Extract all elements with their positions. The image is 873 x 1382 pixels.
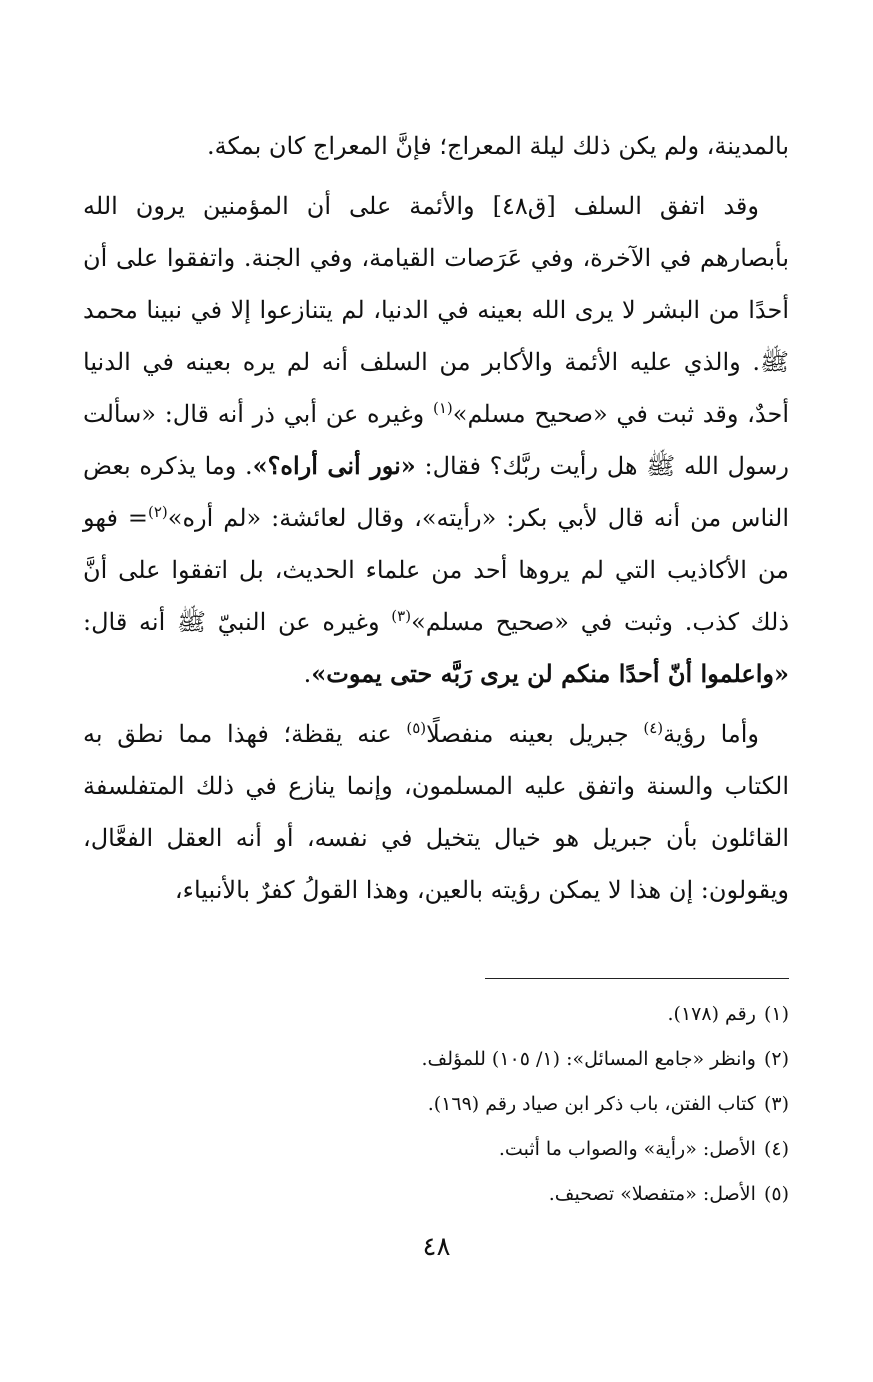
paragraph-3-text-2: جبريل بعينه منفصلًا [426,720,644,748]
footnote-text: وانظر «جامع المسائل»: (١/ ١٠٥) للمؤلف. [421,1048,756,1070]
paragraph-2 [83,180,789,700]
paragraph-2-text-3: . وما يذكره بعض الناس من أنه قال لأبي بكر: «رأيته»، وقال لعائشة: «لم أره» [83,452,789,532]
footnote-5 [83,1172,789,1217]
footnote-3 [83,1082,789,1127]
footnote-ref-3: (٣) [391,607,412,625]
footnote-number: (٥) [763,1183,789,1205]
footnote-number: (١) [763,1003,789,1025]
main-text [83,120,789,916]
hadith-quote-1: «نور أنى أراه؟» [252,451,416,480]
footnote-number: (٣) [763,1093,789,1115]
footnote-ref-4: (٤) [643,719,664,737]
footnote-number: (٤) [763,1138,789,1160]
footnote-ref-5: (٥) [406,719,427,737]
footnote-1 [83,992,789,1037]
footnote-divider [485,978,789,979]
footnote-ref-1: (١) [432,399,453,417]
footnotes [83,992,789,1217]
paragraph-3-text-3: عنه يقظة؛ فهذا مما نطق به الكتاب والسنة واتفق عليه المسلمون، وإنما ينازع في ذلك المتفلسفة القائلون بأن جبريل هو خيال يتخيل في نفسه، أو أنه العقل الفعَّال، ويقولون: إن هذا لا يمكن رؤيته بالعين، وهذا القولُ كفرٌ بالأنبياء، [83,720,790,904]
paragraph-2-text-1: وقد اتفق السلف [ق٤٨] والأئمة على أن المؤمنين يرون الله بأبصارهم في الآخرة، وفي عَرَصات القيامة، وفي الجنة. واتفقوا على أن أحدًا من البشر لا يرى الله بعينه في الدنيا، لم يتنازعوا إلا في نبينا محمد ﷺ. والذي عليه الأئمة والأكابر من السلف أنه لم يره بعينه في الدنيا أحدٌ، وقد ثبت في «صحيح مسلم» [83,192,790,428]
paragraph-1 [83,120,789,172]
page-number: ٤٨ [422,1232,451,1262]
paragraph-2-text-5: وغيره عن النبيّ ﷺ أنه قال: [83,608,392,636]
footnote-2 [83,1037,789,1082]
paragraph-2-text-4: = فهو من الأكاذيب التي لم يروها أحد من علماء الحديث، بل اتفقوا على أنَّ ذلك كذب. وثبت في «صحيح مسلم» [83,504,790,636]
footnote-text: رقم (١٧٨). [667,1003,756,1025]
footnote-4 [83,1127,789,1172]
footnote-number: (٢) [763,1048,789,1070]
paragraph-1-text: بالمدينة، ولم يكن ذلك ليلة المعراج؛ فإنَّ المعراج كان بمكة. [206,132,789,160]
hadith-quote-2: «واعلموا أنّ أحدًا منكم لن يرى رَبَّه حتى يموت» [311,659,789,688]
footnote-text: الأصل: «متفصلا» تصحيف. [548,1183,756,1205]
paragraph-3-text-1: وأما رؤية [663,720,759,748]
paragraph-2-text-2: وغيره عن أبي ذر أنه قال: «سألت رسول الله ﷺ هل رأيت ربَّك؟ فقال: [83,400,790,480]
paragraph-3 [83,708,789,916]
paragraph-2-text-6: . [303,660,312,688]
footnote-text: كتاب الفتن، باب ذكر ابن صياد رقم (١٦٩). [427,1093,756,1115]
footnote-ref-2: (٢) [148,503,168,521]
footnote-text: الأصل: «رأية» والصواب ما أثبت. [498,1138,756,1160]
